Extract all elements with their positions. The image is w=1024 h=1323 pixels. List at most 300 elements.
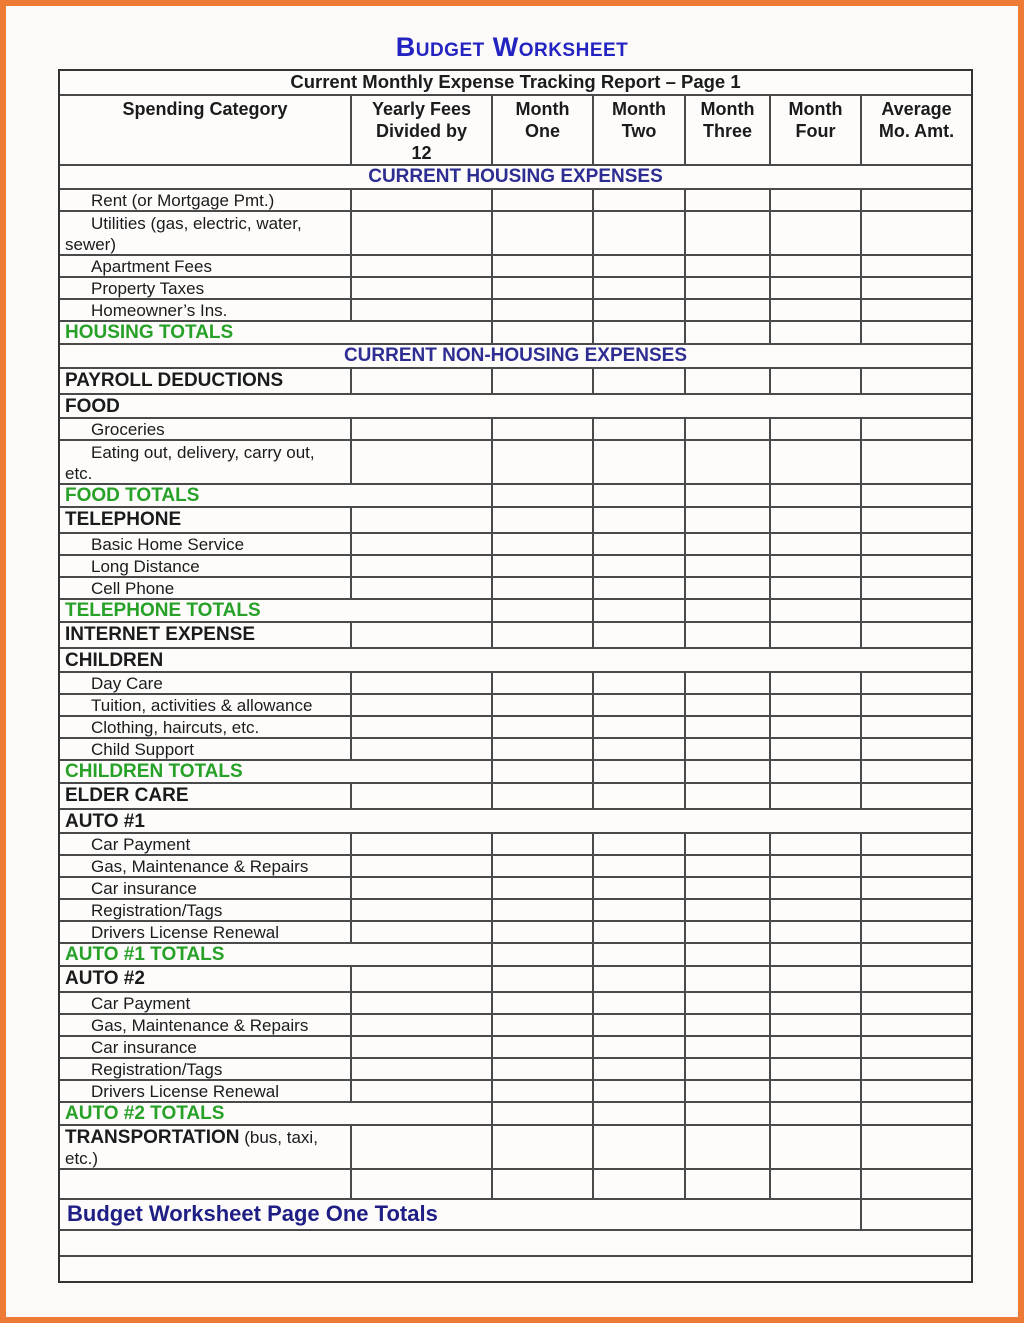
- value-cell: [684, 300, 769, 320]
- expense-row: [60, 876, 971, 898]
- value-cell: [491, 1170, 592, 1198]
- value-cell: [860, 278, 971, 298]
- value-cell: [860, 1200, 971, 1229]
- expense-row: [60, 898, 971, 920]
- value-cell: [860, 695, 971, 715]
- value-cell: [860, 534, 971, 554]
- expense-row: [60, 1079, 971, 1101]
- value-cell: [860, 190, 971, 210]
- value-cell: [769, 1126, 860, 1168]
- value-cell: [860, 369, 971, 393]
- expense-label: Tuition, activities & allowance: [60, 695, 350, 715]
- value-cell: [350, 695, 491, 715]
- value-cell: [860, 1170, 971, 1198]
- expense-label: Long Distance: [60, 556, 350, 576]
- value-cell: [769, 300, 860, 320]
- value-cell: [350, 508, 491, 532]
- expense-label: Drivers License Renewal: [60, 1081, 350, 1101]
- value-cell: [592, 761, 684, 782]
- section-heading-row: [60, 164, 971, 188]
- category-label: TELEPHONE: [60, 508, 350, 532]
- value-cell: [769, 556, 860, 576]
- value-cell: [769, 761, 860, 782]
- empty-cell: [60, 1231, 971, 1255]
- value-cell: [860, 322, 971, 343]
- value-cell: [491, 1037, 592, 1057]
- value-cell: [350, 1059, 491, 1079]
- value-cell: [769, 190, 860, 210]
- value-cell: [491, 834, 592, 854]
- value-cell: [684, 419, 769, 439]
- totals-label: HOUSING TOTALS: [60, 322, 491, 343]
- value-cell: [491, 673, 592, 693]
- value-cell: [769, 508, 860, 532]
- value-cell: [684, 695, 769, 715]
- value-cell: [491, 300, 592, 320]
- expense-label: Rent (or Mortgage Pmt.): [60, 190, 350, 210]
- empty-cell: [60, 1257, 971, 1281]
- expense-row: [60, 1057, 971, 1079]
- expense-row: [60, 417, 971, 439]
- expense-label: Cell Phone: [60, 578, 350, 598]
- value-cell: [860, 784, 971, 808]
- value-cell: [491, 212, 592, 254]
- expense-row: [60, 254, 971, 276]
- value-cell: [769, 1170, 860, 1198]
- expense-row: [60, 532, 971, 554]
- value-cell: [769, 600, 860, 621]
- value-cell: [592, 900, 684, 920]
- value-cell: [860, 256, 971, 276]
- value-cell: [769, 256, 860, 276]
- value-cell: [350, 1081, 491, 1101]
- value-cell: [592, 1170, 684, 1198]
- totals-label: AUTO #2 TOTALS: [60, 1103, 491, 1124]
- value-cell: [592, 739, 684, 759]
- category-row: [60, 782, 971, 808]
- value-cell: [491, 900, 592, 920]
- category-label: ELDER CARE: [60, 784, 350, 808]
- value-cell: [350, 369, 491, 393]
- value-cell: [769, 578, 860, 598]
- value-cell: [769, 967, 860, 991]
- value-cell: [491, 369, 592, 393]
- value-cell: [769, 212, 860, 254]
- value-cell: [684, 922, 769, 942]
- expense-label: [60, 1170, 350, 1198]
- value-cell: [592, 695, 684, 715]
- value-cell: [860, 944, 971, 965]
- value-cell: [350, 578, 491, 598]
- value-cell: [592, 256, 684, 276]
- value-cell: [860, 761, 971, 782]
- value-cell: [684, 856, 769, 876]
- value-cell: [769, 900, 860, 920]
- value-cell: [684, 967, 769, 991]
- expense-row: [60, 920, 971, 942]
- value-cell: [350, 717, 491, 737]
- value-cell: [769, 1103, 860, 1124]
- value-cell: [592, 878, 684, 898]
- value-cell: [350, 784, 491, 808]
- totals-row: [60, 942, 971, 965]
- value-cell: [491, 967, 592, 991]
- value-cell: [860, 623, 971, 647]
- spacer-row: [60, 1229, 971, 1255]
- value-cell: [860, 485, 971, 506]
- value-cell: [592, 485, 684, 506]
- value-cell: [769, 878, 860, 898]
- value-cell: [860, 878, 971, 898]
- value-cell: [592, 834, 684, 854]
- value-cell: [684, 441, 769, 483]
- value-cell: [684, 878, 769, 898]
- value-cell: [592, 278, 684, 298]
- value-cell: [592, 508, 684, 532]
- value-cell: [592, 717, 684, 737]
- value-cell: [769, 441, 860, 483]
- value-cell: [684, 673, 769, 693]
- value-cell: [684, 1081, 769, 1101]
- value-cell: [769, 784, 860, 808]
- value-cell: [592, 1059, 684, 1079]
- category-row: [60, 506, 971, 532]
- value-cell: [592, 1081, 684, 1101]
- totals-row: [60, 1101, 971, 1124]
- value-cell: [592, 1015, 684, 1035]
- value-cell: [769, 369, 860, 393]
- category-label: INTERNET EXPENSE: [60, 623, 350, 647]
- section-heading: CURRENT HOUSING EXPENSES: [60, 166, 971, 188]
- value-cell: [491, 1015, 592, 1035]
- value-cell: [684, 534, 769, 554]
- value-cell: [350, 1037, 491, 1057]
- value-cell: [350, 441, 491, 483]
- expense-label: Homeowner’s Ins.: [60, 300, 350, 320]
- category-label: AUTO #2: [60, 967, 350, 991]
- value-cell: [491, 578, 592, 598]
- value-cell: [350, 212, 491, 254]
- value-cell: [350, 922, 491, 942]
- expense-label: Registration/Tags: [60, 1059, 350, 1079]
- value-cell: [592, 922, 684, 942]
- expense-row: [60, 1035, 971, 1057]
- expense-row: [60, 188, 971, 210]
- category-row: [60, 647, 971, 671]
- value-cell: [592, 1103, 684, 1124]
- totals-label: FOOD TOTALS: [60, 485, 491, 506]
- value-cell: [769, 278, 860, 298]
- value-cell: [350, 739, 491, 759]
- value-cell: [684, 1170, 769, 1198]
- value-cell: [491, 623, 592, 647]
- value-cell: [592, 784, 684, 808]
- value-cell: [769, 1015, 860, 1035]
- value-cell: [684, 944, 769, 965]
- value-cell: [491, 278, 592, 298]
- value-cell: [860, 1081, 971, 1101]
- category-row: [60, 808, 971, 832]
- value-cell: [592, 212, 684, 254]
- totals-row: [60, 483, 971, 506]
- value-cell: [592, 190, 684, 210]
- value-cell: [769, 419, 860, 439]
- value-cell: [350, 256, 491, 276]
- value-cell: [491, 1126, 592, 1168]
- expense-row: [60, 210, 971, 254]
- column-header: Month Two: [592, 96, 684, 164]
- value-cell: [684, 278, 769, 298]
- value-cell: [684, 717, 769, 737]
- expense-row: [60, 693, 971, 715]
- value-cell: [860, 1015, 971, 1035]
- totals-row: [60, 598, 971, 621]
- value-cell: [592, 300, 684, 320]
- value-cell: [592, 944, 684, 965]
- grand-totals-row: [60, 1198, 971, 1229]
- totals-label: AUTO #1 TOTALS: [60, 944, 491, 965]
- value-cell: [491, 441, 592, 483]
- value-cell: [491, 1059, 592, 1079]
- value-cell: [769, 534, 860, 554]
- column-header: Month Three: [684, 96, 769, 164]
- value-cell: [684, 739, 769, 759]
- expense-label: Apartment Fees: [60, 256, 350, 276]
- value-cell: [860, 508, 971, 532]
- value-cell: [684, 508, 769, 532]
- value-cell: [491, 256, 592, 276]
- value-cell: [592, 1126, 684, 1168]
- value-cell: [684, 1015, 769, 1035]
- value-cell: [592, 322, 684, 343]
- totals-label: CHILDREN TOTALS: [60, 761, 491, 782]
- expense-label: Drivers License Renewal: [60, 922, 350, 942]
- value-cell: [769, 922, 860, 942]
- expense-row: [60, 1013, 971, 1035]
- value-cell: [592, 600, 684, 621]
- value-cell: [592, 419, 684, 439]
- value-cell: [491, 1103, 592, 1124]
- value-cell: [592, 673, 684, 693]
- value-cell: [491, 556, 592, 576]
- value-cell: [684, 623, 769, 647]
- value-cell: [350, 673, 491, 693]
- value-cell: [592, 369, 684, 393]
- value-cell: [769, 739, 860, 759]
- value-cell: [350, 1126, 491, 1168]
- empty-row: [60, 1168, 971, 1198]
- worksheet-table: [58, 69, 973, 1283]
- value-cell: [684, 1103, 769, 1124]
- category-row: [60, 367, 971, 393]
- value-cell: [769, 993, 860, 1013]
- value-cell: [350, 190, 491, 210]
- value-cell: [491, 1081, 592, 1101]
- expense-row: [60, 737, 971, 759]
- value-cell: [684, 322, 769, 343]
- value-cell: [684, 761, 769, 782]
- expense-label: Day Care: [60, 673, 350, 693]
- value-cell: [350, 967, 491, 991]
- value-cell: [860, 212, 971, 254]
- value-cell: [769, 485, 860, 506]
- value-cell: [350, 900, 491, 920]
- totals-row: [60, 320, 971, 343]
- expense-label: Property Taxes: [60, 278, 350, 298]
- value-cell: [592, 856, 684, 876]
- category-label: CHILDREN: [60, 649, 971, 671]
- expense-label: Gas, Maintenance & Repairs: [60, 1015, 350, 1035]
- value-cell: [592, 534, 684, 554]
- value-cell: [350, 856, 491, 876]
- value-cell: [769, 1059, 860, 1079]
- value-cell: [684, 212, 769, 254]
- value-cell: [592, 993, 684, 1013]
- value-cell: [592, 967, 684, 991]
- value-cell: [491, 784, 592, 808]
- totals-row: [60, 759, 971, 782]
- value-cell: [860, 993, 971, 1013]
- expense-row: [60, 298, 971, 320]
- expense-label: Car insurance: [60, 878, 350, 898]
- expense-row: [60, 276, 971, 298]
- value-cell: [350, 878, 491, 898]
- value-cell: [592, 578, 684, 598]
- value-cell: [684, 256, 769, 276]
- value-cell: [860, 600, 971, 621]
- expense-label: Gas, Maintenance & Repairs: [60, 856, 350, 876]
- value-cell: [491, 322, 592, 343]
- category-row: [60, 965, 971, 991]
- column-header-row: [60, 94, 971, 164]
- value-cell: [350, 556, 491, 576]
- category-label: TRANSPORTATION (bus, taxi, etc.): [60, 1126, 350, 1168]
- expense-label: Groceries: [60, 419, 350, 439]
- value-cell: [350, 834, 491, 854]
- expense-row: [60, 715, 971, 737]
- totals-label: TELEPHONE TOTALS: [60, 600, 491, 621]
- value-cell: [684, 1126, 769, 1168]
- value-cell: [860, 673, 971, 693]
- value-cell: [860, 717, 971, 737]
- value-cell: [491, 419, 592, 439]
- value-cell: [860, 967, 971, 991]
- value-cell: [491, 190, 592, 210]
- value-cell: [860, 856, 971, 876]
- expense-row: [60, 671, 971, 693]
- value-cell: [350, 300, 491, 320]
- value-cell: [592, 1037, 684, 1057]
- value-cell: [491, 761, 592, 782]
- grand-totals-label: Budget Worksheet Page One Totals: [60, 1200, 860, 1229]
- section-heading-row: [60, 343, 971, 367]
- value-cell: [350, 278, 491, 298]
- value-cell: [684, 784, 769, 808]
- value-cell: [860, 834, 971, 854]
- value-cell: [684, 485, 769, 506]
- column-header: Month Four: [769, 96, 860, 164]
- value-cell: [684, 900, 769, 920]
- page-background: [6, 6, 1018, 1317]
- value-cell: [491, 993, 592, 1013]
- value-cell: [491, 717, 592, 737]
- value-cell: [769, 717, 860, 737]
- value-cell: [684, 993, 769, 1013]
- value-cell: [491, 600, 592, 621]
- section-heading: CURRENT NON-HOUSING EXPENSES: [60, 345, 971, 367]
- value-cell: [350, 623, 491, 647]
- value-cell: [860, 578, 971, 598]
- expense-label: Registration/Tags: [60, 900, 350, 920]
- value-cell: [491, 878, 592, 898]
- value-cell: [860, 1103, 971, 1124]
- value-cell: [860, 900, 971, 920]
- value-cell: [769, 834, 860, 854]
- value-cell: [769, 322, 860, 343]
- category-row: [60, 621, 971, 647]
- value-cell: [860, 1126, 971, 1168]
- value-cell: [350, 993, 491, 1013]
- category-label: FOOD: [60, 395, 971, 417]
- value-cell: [769, 695, 860, 715]
- value-cell: [769, 856, 860, 876]
- value-cell: [860, 556, 971, 576]
- category-label: PAYROLL DEDUCTIONS: [60, 369, 350, 393]
- value-cell: [491, 856, 592, 876]
- value-cell: [684, 834, 769, 854]
- value-cell: [769, 944, 860, 965]
- column-header: Spending Category: [60, 96, 350, 164]
- value-cell: [491, 739, 592, 759]
- value-cell: [684, 1037, 769, 1057]
- column-header: Yearly Fees Divided by 12: [350, 96, 491, 164]
- value-cell: [491, 508, 592, 532]
- value-cell: [592, 623, 684, 647]
- expense-row: [60, 554, 971, 576]
- value-cell: [592, 441, 684, 483]
- expense-label: Clothing, haircuts, etc.: [60, 717, 350, 737]
- expense-label: Car Payment: [60, 993, 350, 1013]
- value-cell: [684, 1059, 769, 1079]
- expense-row: [60, 439, 971, 483]
- value-cell: [684, 190, 769, 210]
- report-title: Current Monthly Expense Tracking Report – Page 1: [60, 71, 971, 94]
- value-cell: [491, 485, 592, 506]
- expense-row: [60, 854, 971, 876]
- category-row: [60, 393, 971, 417]
- value-cell: [350, 534, 491, 554]
- value-cell: [350, 1170, 491, 1198]
- column-header: Month One: [491, 96, 592, 164]
- value-cell: [350, 419, 491, 439]
- value-cell: [684, 600, 769, 621]
- expense-label: Utilities (gas, electric, water, sewer): [60, 212, 350, 254]
- value-cell: [684, 369, 769, 393]
- value-cell: [684, 578, 769, 598]
- expense-row: [60, 576, 971, 598]
- page-title: Budget Worksheet: [395, 32, 629, 62]
- category-row: [60, 1124, 971, 1168]
- expense-label: Basic Home Service: [60, 534, 350, 554]
- value-cell: [491, 944, 592, 965]
- value-cell: [860, 419, 971, 439]
- value-cell: [769, 1037, 860, 1057]
- expense-row: [60, 832, 971, 854]
- column-header: Average Mo. Amt.: [860, 96, 971, 164]
- value-cell: [769, 673, 860, 693]
- value-cell: [860, 1059, 971, 1079]
- value-cell: [491, 922, 592, 942]
